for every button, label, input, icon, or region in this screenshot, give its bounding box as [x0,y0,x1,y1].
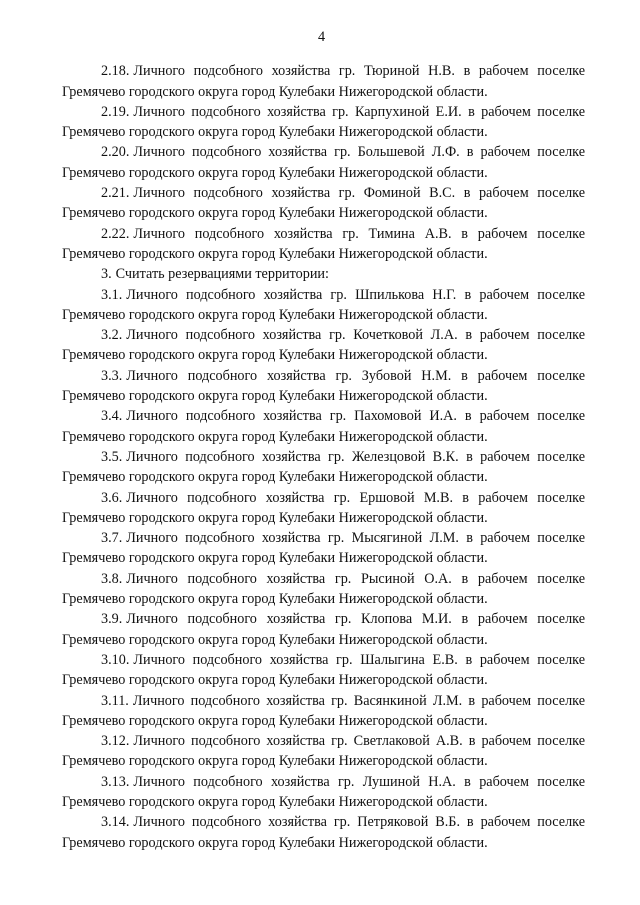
list-item [62,325,585,366]
list-item [62,224,585,265]
item-number: 2.18. [101,63,130,80]
item-text: Личного подсобного хозяйства гр. Фоминой В.С. в рабочем поселке Гремячево городского округа город Кулебаки Нижегородской области. [62,185,585,222]
item-text: Личного подсобного хозяйства гр. Железцовой В.К. в рабочем поселке Гремячево городского округа город Кулебаки Нижегородской области. [62,448,585,486]
list-item [62,569,585,610]
item-number: 3.7. [101,530,123,547]
list-item [62,488,585,529]
item-number: 3.14. [101,814,130,831]
item-number: 2.20. [101,144,130,161]
item-text: Личного подсобного хозяйства гр. Петряковой В.Б. в рабочем поселке Гремячево городского округа город Кулебаки Нижегородской области. [62,814,585,851]
item-number: 3. [101,266,112,283]
item-number: 3.1. [101,286,123,303]
list-item [62,366,585,407]
list-item [62,691,585,732]
page-number: 4 [317,29,326,45]
item-text: Личного подсобного хозяйства гр. Карпухиной Е.И. в рабочем поселке Гремячево городского округа город Кулебаки Нижегородской области. [62,103,585,141]
item-text: Личного подсобного хозяйства гр. Тюриной Н.В. в рабочем поселке Гремячево городского округа город Кулебаки Нижегородской области. [62,63,585,100]
list-item [62,61,585,102]
item-number: 3.8. [101,570,123,587]
item-text: Личного подсобного хозяйства гр. Тимина А.В. в рабочем поселке Гремячево городского округа город Кулебаки Нижегородской области. [62,225,585,262]
item-number: 3.2. [101,327,123,344]
item-number: 3.3. [101,367,123,384]
paragraph-list [62,61,585,853]
item-text: Личного подсобного хозяйства гр. Шалыгина Е.В. в рабочем поселке Гремячево городского округа город Кулебаки Нижегородской области. [62,651,585,689]
item-text: Личного подсобного хозяйства гр. Большевой Л.Ф. в рабочем поселке Гремячево городского округа город Кулебаки Нижегородской области. [62,144,585,181]
item-text: Личного подсобного хозяйства гр. Мысягиной Л.М. в рабочем поселке Гремячево городского округа город Кулебаки Нижегородской области. [62,530,585,567]
item-number: 2.19. [101,103,130,120]
list-item [62,528,585,569]
item-number: 3.10. [101,651,130,668]
item-text: Личного подсобного хозяйства гр. Рысиной О.А. в рабочем поселке Гремячево городского округа город Кулебаки Нижегородской области. [62,570,585,608]
item-text: Личного подсобного хозяйства гр. Ершовой М.В. в рабочем поселке Гремячево городского округа город Кулебаки Нижегородской области. [62,489,585,526]
item-number: 3.5. [101,448,123,465]
list-item [62,772,585,813]
item-number: 2.21. [101,185,130,202]
list-item [62,406,585,447]
list-item [62,285,585,326]
item-text: Личного подсобного хозяйства гр. Пахомовой И.А. в рабочем поселке Гремячево городского округа город Кулебаки Нижегородской области. [62,408,585,445]
list-item [62,142,585,183]
item-number: 3.13. [101,773,130,790]
item-text: Личного подсобного хозяйства гр. Клопова М.И. в рабочем поселке Гремячево городского округа город Кулебаки Нижегородской области. [62,611,585,648]
item-text: Личного подсобного хозяйства гр. Зубовой Н.М. в рабочем поселке Гремячево городского округа город Кулебаки Нижегородской области. [62,367,585,405]
item-text: Считать резервациями территории: [115,266,329,283]
item-number: 3.6. [101,489,123,506]
list-item [62,812,585,853]
item-number: 2.22. [101,225,130,242]
item-number: 3.11. [101,692,129,709]
item-text: Личного подсобного хозяйства гр. Светлаковой А.В. в рабочем поселке Гремячево городского округа город Кулебаки Нижегородской области. [62,733,585,770]
item-number: 3.9. [101,611,123,628]
list-item [62,264,585,284]
item-number: 3.12. [101,733,130,750]
item-text: Личного подсобного хозяйства гр. Кочетковой Л.А. в рабочем поселке Гремячево городского округа город Кулебаки Нижегородской области. [62,327,585,364]
list-item [62,447,585,488]
item-text: Личного подсобного хозяйства гр. Шпилькова Н.Г. в рабочем поселке Гремячево городского округа город Кулебаки Нижегородской области. [62,286,585,323]
item-text: Личного подсобного хозяйства гр. Лушиной Н.А. в рабочем поселке Гремячево городского округа город Кулебаки Нижегородской области. [62,773,585,810]
list-item [62,183,585,224]
item-number: 3.4. [101,408,123,425]
list-item [62,609,585,650]
list-item [62,731,585,772]
list-item [62,650,585,691]
item-text: Личного подсобного хозяйства гр. Васянкиной Л.М. в рабочем поселке Гремячево городского округа город Кулебаки Нижегородской области. [62,692,585,729]
list-item [62,102,585,143]
